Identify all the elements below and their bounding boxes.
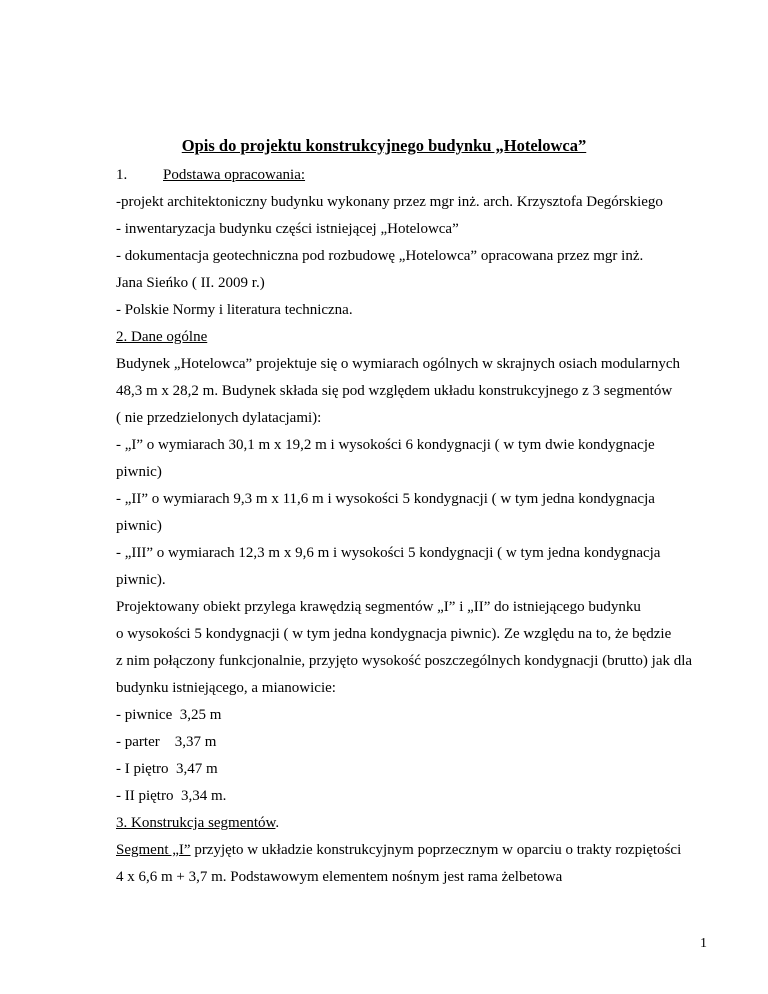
section2-line: - „III” o wymiarach 12,3 m x 9,6 m i wysokości 5 kondygnacji ( w tym jedna kondygnacja (116, 545, 661, 561)
section2-line: Budynek „Hotelowca” projektuje się o wymiarach ogólnych w skrajnych osiach modularnych (116, 356, 681, 372)
section2-line: - „I” o wymiarach 30,1 m x 19,2 m i wysokości 6 kondygnacji ( w tym dwie kondygnacje (116, 437, 655, 453)
section3-heading-line (116, 814, 279, 832)
section2-line: - parter 3,37 m (116, 734, 217, 750)
section1-line: - Polskie Normy i literatura techniczna. (116, 302, 353, 318)
segment-label: Segment „I” (116, 842, 191, 858)
section2-line: 48,3 m x 28,2 m. Budynek składa się pod względem układu konstrukcyjnego z 3 segmentów (116, 383, 673, 399)
section1-line: - dokumentacja geotechniczna pod rozbudowę „Hotelowca” opracowana przez mgr inż. (116, 248, 644, 264)
section3-line: 4 x 6,6 m + 3,7 m. Podstawowym elementem nośnym jest rama żelbetowa (116, 869, 563, 885)
section1-number: 1. (116, 167, 128, 183)
document-title: Opis do projektu konstrukcyjnego budynku „Hotelowca” (181, 136, 587, 155)
section3-heading: 3. Konstrukcja segmentów (116, 815, 276, 831)
section2-line: piwnic) (116, 518, 162, 534)
section3-heading-suffix: . (275, 815, 280, 831)
section2-line: o wysokości 5 kondygnacji ( w tym jedna kondygnacja piwnic). Ze względu na to, że będzie (116, 626, 672, 642)
section1-line: - inwentaryzacja budynku części istniejącej „Hotelowca” (116, 221, 459, 237)
section2-line: - piwnice 3,25 m (116, 707, 222, 723)
section2-line: piwnic) (116, 464, 162, 480)
section2-line: budynku istniejącego, a mianowicie: (116, 680, 336, 696)
section2-line: - II piętro 3,34 m. (116, 788, 227, 804)
section2-line: Projektowany obiekt przylega krawędzią segmentów „I” i „II” do istniejącego budynku (116, 599, 641, 615)
segment-text: przyjęto w układzie konstrukcyjnym poprzecznym w oparciu o trakty rozpiętości (190, 842, 682, 858)
section3-segment-line (116, 841, 681, 859)
section1-heading: Podstawa opracowania: (163, 167, 306, 183)
section2-line: z nim połączony funkcjonalnie, przyjęto wysokość poszczególnych kondygnacji (brutto) jak dla (116, 653, 693, 669)
section2-heading: 2. Dane ogólne (116, 329, 208, 345)
page-number: 1 (700, 936, 707, 951)
section2-line: ( nie przedzielonych dylatacjami): (116, 410, 322, 426)
section2-line: piwnic). (116, 572, 166, 588)
section1-line: -projekt architektoniczny budynku wykonany przez mgr inż. arch. Krzysztofa Degórskiego (116, 194, 663, 210)
section1-line: Jana Sieńko ( II. 2009 r.) (116, 275, 265, 291)
section2-line: - I piętro 3,47 m (116, 761, 218, 777)
section2-line: - „II” o wymiarach 9,3 m x 11,6 m i wysokości 5 kondygnacji ( w tym jedna kondygnacja (116, 491, 655, 507)
